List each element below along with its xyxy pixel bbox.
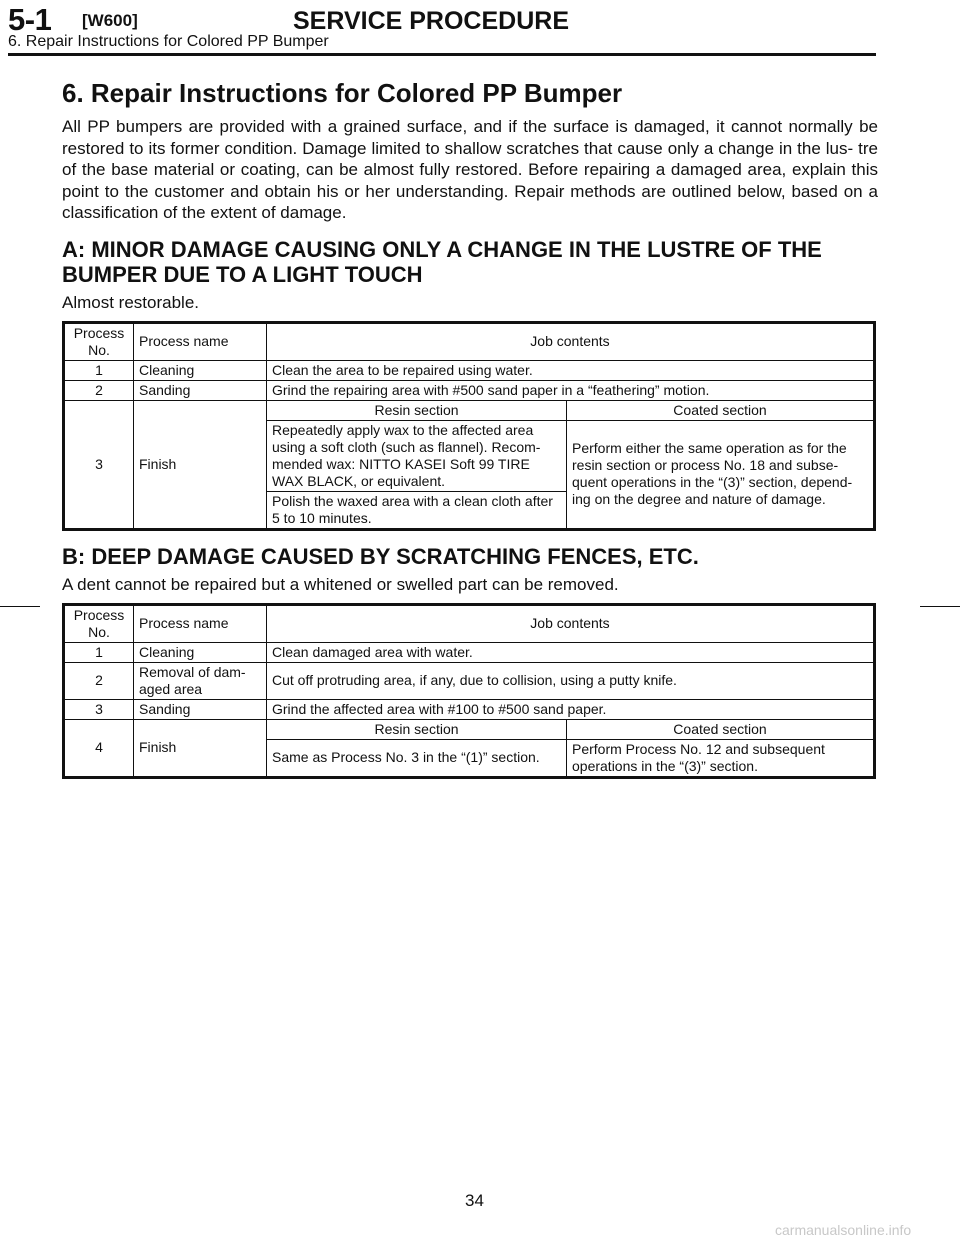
process-name: Sanding [134, 380, 267, 400]
process-name: Finish [134, 400, 267, 529]
section-a-heading-line: BUMPER DUE TO A LIGHT TOUCH [62, 261, 423, 287]
section-b-note: A dent cannot be repaired but a whitened or swelled part can be removed. [62, 574, 619, 594]
intro-paragraph [62, 116, 878, 224]
process-name: Removal of dam- aged area [134, 662, 267, 699]
page-header [8, 2, 878, 50]
coated-section-header: Coated section [567, 719, 875, 739]
table-row [64, 400, 875, 420]
intro-line: on a classification of the extent of damage. [62, 181, 878, 222]
section-a-note: Almost restorable. [62, 292, 199, 312]
col-header-process-name: Process name [134, 604, 267, 642]
col-header-job-contents: Job contents [267, 604, 875, 642]
process-no: 1 [64, 642, 134, 662]
resin-step-1: Repeatedly apply wax to the affected area using a soft cloth (such as flannel). Recom- mended wax: NITTO KASEI Soft 99 TIRE WAX BLACK, or equivalent. [267, 420, 567, 491]
job-contents: Grind the repairing area with #500 sand paper in a “feathering” motion. [267, 380, 875, 400]
table-row [64, 380, 875, 400]
resin-section-header: Resin section [267, 400, 567, 420]
main-content [62, 78, 878, 779]
section-number: 5-1 [8, 2, 52, 37]
header-rule [8, 53, 876, 56]
process-no: 4 [64, 719, 134, 777]
process-name: Sanding [134, 699, 267, 719]
process-name: Finish [134, 719, 267, 777]
table-row [64, 360, 875, 380]
col-header-process-no: Process No. [64, 322, 134, 360]
job-contents: Grind the affected area with #100 to #500 sand paper. [267, 699, 875, 719]
table-row [64, 662, 875, 699]
margin-mark-left [0, 606, 40, 607]
section-b-heading: B: DEEP DAMAGE CAUSED BY SCRATCHING FENCES, ETC. [62, 543, 699, 569]
resin-section-header: Resin section [267, 719, 567, 739]
intro-line: this point to the customer and obtain his or her understanding. Repair methods are outlined below, based [62, 160, 878, 201]
process-no: 3 [64, 699, 134, 719]
job-contents: Clean the area to be repaired using water. [267, 360, 875, 380]
margin-mark-right [920, 606, 960, 607]
header-subtitle: 6. Repair Instructions for Colored PP Bumper [8, 33, 329, 50]
page-number: 34 [465, 1191, 484, 1210]
process-name: Cleaning [134, 360, 267, 380]
section-a-table [62, 321, 876, 531]
intro-line: tre of the base material or coating, can be almost fully restored. Before repairing a damaged area, explain [62, 138, 878, 179]
section-a-heading [62, 237, 878, 287]
coated-section-contents: Perform Process No. 12 and subsequent operations in the “(3)” section. [567, 739, 875, 777]
section-a-heading-line: A: MINOR DAMAGE CAUSING ONLY A CHANGE IN THE LUSTRE OF THE [62, 236, 822, 262]
table-row [64, 699, 875, 719]
process-no: 1 [64, 360, 134, 380]
header-title: SERVICE PROCEDURE [293, 7, 569, 35]
coated-section-header: Coated section [567, 400, 875, 420]
job-contents: Clean damaged area with water. [267, 642, 875, 662]
intro-line: All PP bumpers are provided with a grained surface, and if the surface is damaged, it cannot normally be [62, 117, 878, 136]
table-header-row [64, 604, 875, 642]
col-header-process-name: Process name [134, 322, 267, 360]
process-no: 2 [64, 380, 134, 400]
col-header-process-no: Process No. [64, 604, 134, 642]
process-no: 3 [64, 400, 134, 529]
intro-line: restored to its former condition. Damage limited to shallow scratches that cause only a change in the lus- [62, 138, 854, 158]
table-header-row [64, 322, 875, 360]
resin-section-contents: Same as Process No. 3 in the “(1)” section. [267, 739, 567, 777]
col-header-job-contents: Job contents [267, 322, 875, 360]
job-contents: Cut off protruding area, if any, due to collision, using a putty knife. [267, 662, 875, 699]
table-row [64, 719, 875, 739]
section-code: [W600] [82, 11, 138, 30]
coated-section-contents: Perform either the same operation as for the resin section or process No. 18 and subse- quent operations in the “(3)” section, depend- ing on the degree and nature of damage. [567, 420, 875, 529]
table-row [64, 642, 875, 662]
process-no: 2 [64, 662, 134, 699]
process-name: Cleaning [134, 642, 267, 662]
watermark: carmanualsonline.info [775, 1222, 912, 1238]
section-b-table [62, 603, 876, 779]
resin-step-2: Polish the waxed area with a clean cloth after 5 to 10 minutes. [267, 491, 567, 529]
page-heading: 6. Repair Instructions for Colored PP Bumper [62, 78, 623, 108]
